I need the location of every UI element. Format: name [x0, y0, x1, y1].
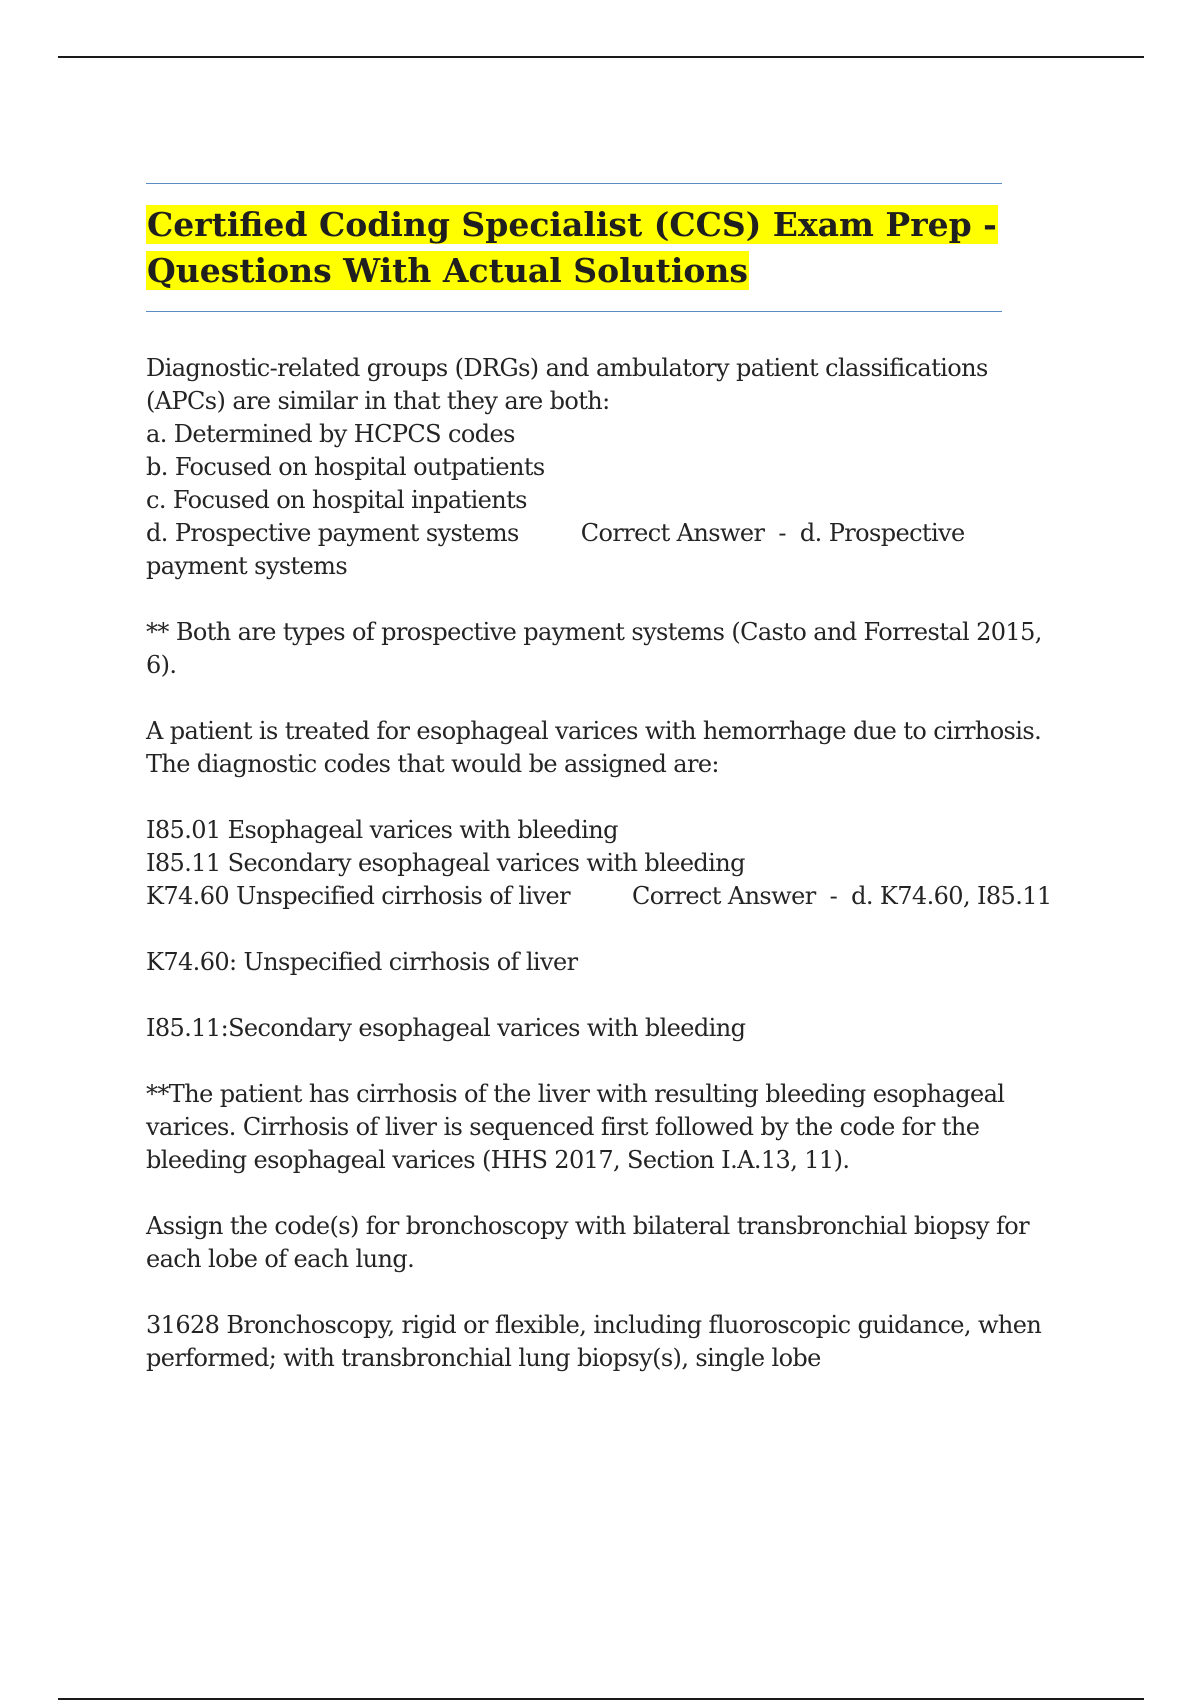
q2-option-3: K74.60 Unspecified cirrhosis of liver [146, 882, 570, 910]
q3-stem-line: Assign the code(s) for bronchoscopy with bilateral transbronchial biopsy for [146, 1212, 1030, 1240]
q1-option-d: d. Prospective payment systems [146, 519, 519, 547]
q3-stem-line: each lobe of each lung. [146, 1245, 415, 1273]
q2-code-note: I85.11:Secondary esophageal varices with bleeding [146, 1014, 746, 1042]
q1-option-c: c. Focused on hospital inpatients [146, 486, 527, 514]
q2-rationale [146, 1078, 1086, 1177]
title-top-rule [146, 183, 1002, 184]
q1-rationale-line: 6). [146, 651, 177, 679]
q2-code-note: K74.60: Unspecified cirrhosis of liver [146, 948, 578, 976]
q1-stem-line: Diagnostic-related groups (DRGs) and ambulatory patient classifications [146, 354, 988, 382]
page-top-rule [58, 56, 1144, 58]
q1-option-b: b. Focused on hospital outpatients [146, 453, 545, 481]
title-line-2: Questions With Actual Solutions [147, 251, 748, 290]
q1-answer-start: d. Prospective [799, 519, 965, 547]
q1-rationale-line: ** Both are types of prospective payment systems (Casto and Forrestal 2015, [146, 618, 1042, 646]
q2-rationale-line: **The patient has cirrhosis of the liver with resulting bleeding esophageal [146, 1080, 1005, 1108]
q2-rationale-line: varices. Cirrhosis of liver is sequenced first followed by the code for the [146, 1113, 980, 1141]
q1-answer-sep: - [778, 519, 786, 547]
question-3 [146, 1210, 1086, 1276]
q2-option-2: I85.11 Secondary esophageal varices with bleeding [146, 849, 745, 877]
q2-answer-sep: - [829, 882, 838, 910]
q2-code-note-2 [146, 1012, 1086, 1045]
q2-options [146, 814, 1086, 913]
title-bottom-rule [146, 311, 1002, 312]
q2-option-1: I85.01 Esophageal varices with bleeding [146, 816, 618, 844]
q2-answer: d. K74.60, I85.11 [851, 882, 1052, 910]
q1-stem-line: (APCs) are similar in that they are both: [146, 387, 610, 415]
q2-stem-line: The diagnostic codes that would be assigned are: [146, 750, 719, 778]
title-line-1: Certified Coding Specialist (CCS) Exam Prep - [147, 205, 997, 244]
q3-option [146, 1309, 1086, 1375]
q2-rationale-line: bleeding esophageal varices (HHS 2017, Section I.A.13, 11). [146, 1146, 850, 1174]
q2-stem-line: A patient is treated for esophageal varices with hemorrhage due to cirrhosis. [146, 717, 1042, 745]
q1-option-d-line [146, 517, 1086, 550]
document-title [146, 202, 1006, 294]
question-2 [146, 715, 1086, 781]
q3-option-line: performed; with transbronchial lung biopsy(s), single lobe [146, 1344, 821, 1372]
document-body [146, 352, 1086, 1408]
q1-rationale [146, 616, 1086, 682]
question-1 [146, 352, 1086, 583]
q2-option-3-line [146, 880, 1086, 913]
q2-answer-label: Correct Answer [631, 882, 816, 910]
q1-answer-label: Correct Answer [580, 519, 765, 547]
q1-option-a: a. Determined by HCPCS codes [146, 420, 515, 448]
q2-code-note-1 [146, 946, 1086, 979]
q3-option-line: 31628 Bronchoscopy, rigid or flexible, including fluoroscopic guidance, when [146, 1311, 1042, 1339]
q1-answer-end: payment systems [146, 552, 348, 580]
